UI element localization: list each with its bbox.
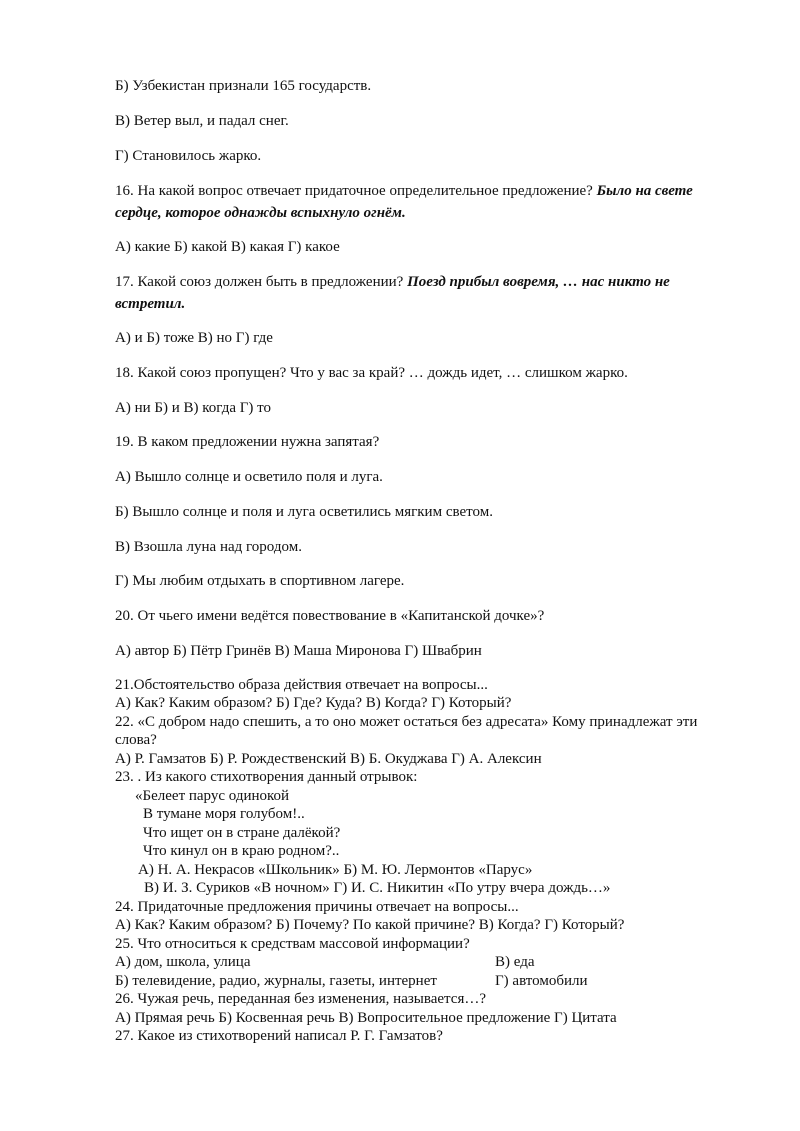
question-27: 27. Какое из стихотворений написал Р. Г. Гамзатов?: [115, 1028, 443, 1044]
question-19-option-a: А) Вышло солнце и осветило поля и луга.: [115, 469, 383, 485]
question-21-options: А) Как? Каким образом? Б) Где? Куда? В) Когда? Г) Который?: [115, 695, 512, 711]
question-21: 21.Обстоятельство образа действия отвечает на вопросы...: [115, 677, 488, 693]
question-26-options: А) Прямая речь Б) Косвенная речь В) Вопросительное предложение Г) Цитата: [115, 1010, 617, 1026]
poem-line-2: В тумане моря голубом!..: [143, 806, 305, 822]
answer-g-line: Г) Становилось жарко.: [115, 148, 262, 164]
question-19-option-b: Б) Вышло солнце и поля и луга осветились мягким светом.: [115, 504, 493, 520]
question-25-option-b: Б) телевидение, радио, журналы, газеты, интернет: [115, 973, 437, 989]
question-16-text: 16. На какой вопрос отвечает придаточное определительное предложение?: [115, 183, 597, 199]
question-16-example-part1: Было на свете: [596, 183, 693, 199]
question-19-option-g: Г) Мы любим отдыхать в спортивном лагере.: [115, 573, 405, 589]
question-18: 18. Какой союз пропущен? Что у вас за край? … дождь идет, … слишком жарко.: [115, 365, 628, 381]
question-17-example-part2: встретил.: [115, 296, 186, 312]
answer-b-line: Б) Узбекистан признали 165 государств.: [115, 78, 372, 94]
question-25: 25. Что относиться к средствам массовой информации?: [115, 936, 470, 952]
question-22-options: А) Р. Гамзатов Б) Р. Рождественский В) Б. Окуджава Г) А. Алексин: [115, 751, 542, 767]
question-16-options: А) какие Б) какой В) какая Г) какое: [115, 239, 340, 255]
poem-line-4: Что кинул он в краю родном?..: [143, 843, 340, 859]
question-26: 26. Чужая речь, переданная без изменения, называется…?: [115, 991, 487, 1007]
question-22: 22. «С добром надо спешить, а то оно может остаться без адресата» Кому принадлежат эти: [115, 714, 698, 730]
question-17-text: 17. Какой союз должен быть в предложении?: [115, 274, 408, 290]
question-20-options: А) автор Б) Пётр Гринёв В) Маша Миронова Г) Швабрин: [115, 643, 482, 659]
question-16-example-part2: сердце, которое однажды вспыхнуло огнём.: [115, 205, 406, 221]
question-20: 20. От чьего имени ведётся повествование в «Капитанской дочке»?: [115, 608, 545, 624]
question-19-option-v: В) Взошла луна над городом.: [115, 539, 302, 555]
question-18-options: А) ни Б) и В) когда Г) то: [115, 400, 272, 416]
question-24-options: А) Как? Каким образом? Б) Почему? По какой причине? В) Когда? Г) Который?: [115, 917, 625, 933]
poem-line-3: Что ищет он в стране далёкой?: [143, 825, 341, 841]
question-25-option-v: В) еда: [495, 954, 535, 970]
question-25-option-g: Г) автомобили: [495, 973, 588, 989]
question-17: [115, 273, 670, 291]
question-17-example-part1: Поезд прибыл вовремя, … нас никто не: [407, 274, 670, 290]
question-16: [115, 182, 693, 200]
question-23-options-1: А) Н. А. Некрасов «Школьник» Б) М. Ю. Лермонтов «Парус»: [138, 862, 533, 878]
question-22-cont: слова?: [115, 732, 157, 748]
question-17-options: А) и Б) тоже В) но Г) где: [115, 330, 273, 346]
answer-v-line: В) Ветер выл, и падал снег.: [115, 113, 289, 129]
question-19: 19. В каком предложении нужна запятая?: [115, 434, 380, 450]
question-23-options-2: В) И. З. Суриков «В ночном» Г) И. С. Никитин «По утру вчера дождь…»: [144, 880, 611, 896]
question-25-option-a: А) дом, школа, улица: [115, 954, 251, 970]
question-16-cont: [115, 204, 406, 222]
poem-line-1: «Белеет парус одинокой: [135, 788, 290, 804]
question-24: 24. Придаточные предложения причины отвечает на вопросы...: [115, 899, 519, 915]
question-17-cont: [115, 295, 185, 313]
question-23: 23. . Из какого стихотворения данный отрывок:: [115, 769, 418, 785]
